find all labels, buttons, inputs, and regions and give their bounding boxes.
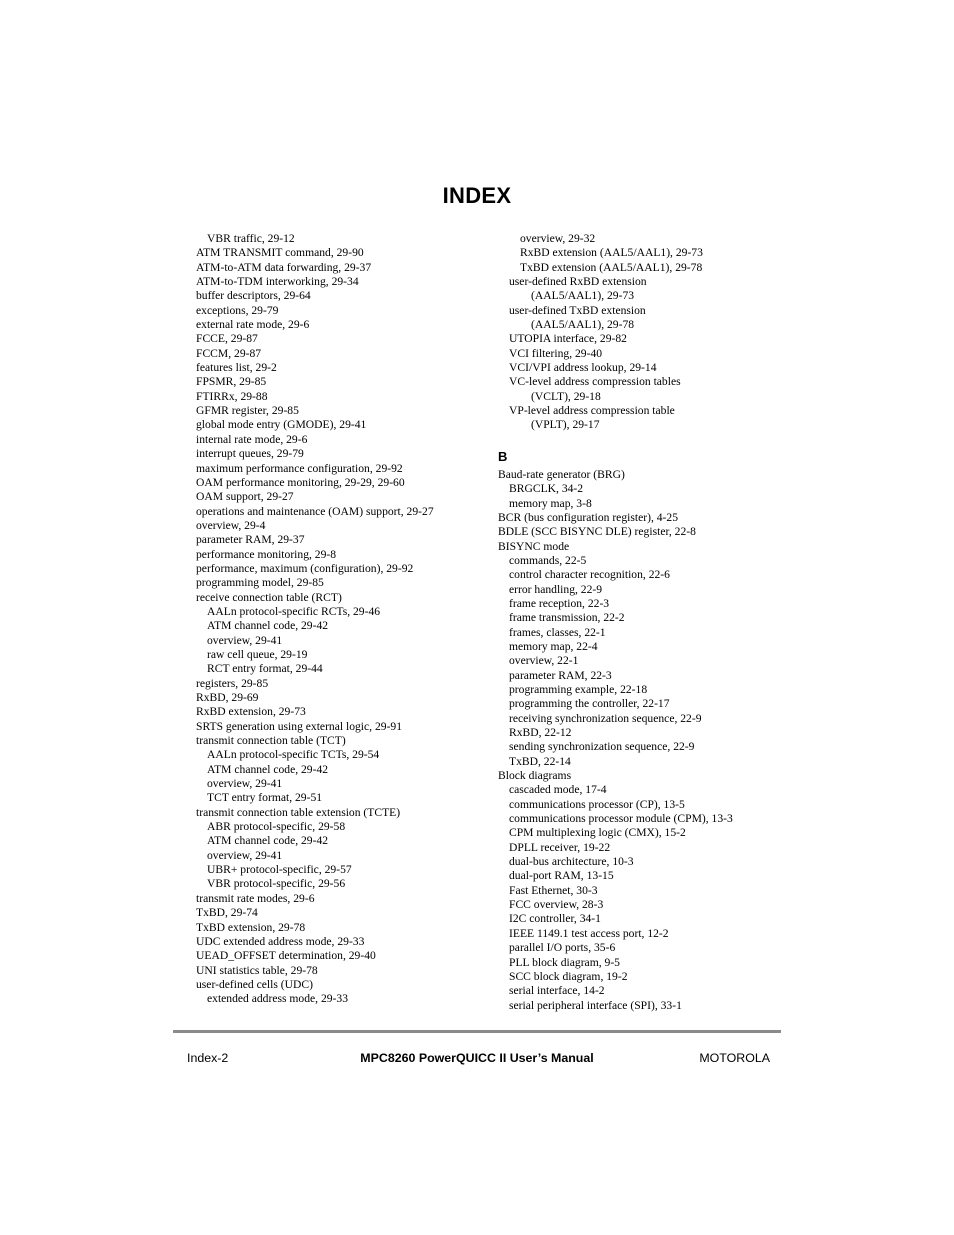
index-entry: ATM channel code, 29-42 [207, 762, 329, 776]
index-entry: RxBD, 22-12 [509, 726, 572, 739]
index-entry: user-defined RxBD extension [509, 275, 647, 289]
index-entry: CPM multiplexing logic (CMX), 15-2 [509, 826, 686, 840]
index-entry: FCCE, 29-87 [196, 332, 258, 346]
index-entry: ATM channel code, 29-42 [207, 619, 329, 633]
index-entry: overview, 29-41 [207, 848, 283, 862]
index-entry: BRGCLK, 34-2 [509, 482, 584, 496]
index-entry: programming the controller, 22-17 [509, 697, 670, 711]
index-entry: Baud-rate generator (BRG) [498, 467, 625, 481]
index-entry: raw cell queue, 29-19 [207, 647, 308, 661]
index-entry: user-defined TxBD extension [509, 303, 646, 317]
index-entry: VBR protocol-specific, 29-56 [207, 877, 346, 891]
index-entry: dual-port RAM, 13-15 [509, 869, 614, 883]
index-entry: extended address mode, 29-33 [207, 992, 349, 1006]
footer-rule [173, 1030, 781, 1033]
index-entry: overview, 22-1 [509, 654, 579, 668]
index-entry: FCCM, 29-87 [196, 346, 262, 360]
index-entry: communications processor (CP), 13-5 [509, 797, 685, 811]
section-letter: B [498, 448, 508, 464]
index-entry: receiving synchronization sequence, 22-9 [509, 711, 702, 725]
index-entry: FTIRRx, 29-88 [196, 389, 268, 403]
index-entry: TxBD, 29-74 [196, 906, 258, 920]
index-entry: registers, 29-85 [196, 676, 269, 690]
index-entry: features list, 29-2 [196, 361, 277, 375]
index-entry: GFMR register, 29-85 [196, 404, 299, 418]
index-entry: cascaded mode, 17-4 [509, 783, 607, 797]
index-entry: TxBD extension, 29-78 [196, 920, 306, 934]
index-entry: RxBD extension (AAL5/AAL1), 29-73 [520, 246, 703, 260]
index-entry: SCC block diagram, 19-2 [509, 969, 628, 983]
index-entry: frame transmission, 22-2 [509, 611, 625, 625]
index-entry: user-defined cells (UDC) [196, 977, 313, 991]
index-entry: Fast Ethernet, 30-3 [509, 883, 598, 897]
index-entry: PLL block diagram, 9-5 [509, 955, 620, 969]
index-entry: ATM channel code, 29-42 [207, 834, 329, 848]
index-column-right [498, 232, 788, 1013]
index-entry: serial peripheral interface (SPI), 33-1 [509, 998, 682, 1012]
index-entry: performance, maximum (configuration), 29-92 [196, 561, 414, 575]
index-entry: operations and maintenance (OAM) support, 29-27 [196, 504, 434, 518]
index-entry: communications processor module (CPM), 13-3 [509, 812, 733, 826]
index-entry: (AAL5/AAL1), 29-78 [531, 318, 635, 332]
index-entry: overview, 29-41 [207, 633, 283, 647]
index-entries-continued [498, 232, 788, 433]
index-entry: IEEE 1149.1 test access port, 12-2 [509, 926, 669, 940]
index-entry: UEAD_OFFSET determination, 29-40 [196, 949, 376, 963]
index-entry: ATM-to-ATM data forwarding, 29-37 [196, 260, 372, 274]
index-entry: ABR protocol-specific, 29-58 [207, 820, 346, 834]
index-entry: exceptions, 29-79 [196, 303, 279, 317]
index-entry: transmit connection table (TCT) [196, 734, 346, 748]
index-entry: buffer descriptors, 29-64 [196, 289, 311, 303]
index-entry: I2C controller, 34-1 [509, 912, 601, 926]
index-entry: VC-level address compression tables [509, 375, 681, 389]
index-column-left [196, 232, 486, 1007]
page-title: INDEX [442, 183, 512, 208]
index-entry: (VPLT), 29-17 [531, 418, 600, 432]
index-entry: RCT entry format, 29-44 [207, 662, 323, 676]
index-entry: performance monitoring, 29-8 [196, 547, 337, 561]
index-entry: Block diagrams [498, 769, 572, 783]
footer-company: MOTOROLA [699, 1051, 770, 1065]
index-entry: ATM-to-TDM interworking, 29-34 [196, 275, 359, 289]
index-entry: overview, 29-41 [207, 777, 283, 791]
index-entry: commands, 22-5 [509, 553, 587, 567]
index-entry: parallel I/O ports, 35-6 [509, 941, 616, 955]
index-entry: overview, 29-32 [520, 232, 596, 245]
index-entry: global mode entry (GMODE), 29-41 [196, 418, 367, 432]
index-entry: TxBD extension (AAL5/AAL1), 29-78 [520, 260, 703, 274]
index-entry: VP-level address compression table [509, 404, 675, 418]
index-entry: internal rate mode, 29-6 [196, 432, 308, 446]
footer-page-number: Index-2 [187, 1051, 229, 1065]
index-entry: UBR+ protocol-specific, 29-57 [207, 863, 352, 877]
index-entry: OAM support, 29-27 [196, 490, 294, 504]
index-entry: SRTS generation using external logic, 29-91 [196, 719, 403, 733]
index-entry: RxBD extension, 29-73 [196, 705, 306, 719]
index-entries-b [498, 468, 788, 1013]
index-entry: receive connection table (RCT) [196, 590, 342, 604]
index-entry: parameter RAM, 22-3 [509, 668, 612, 682]
index-entry: VBR traffic, 29-12 [207, 232, 295, 245]
index-entry: (VCLT), 29-18 [531, 389, 601, 403]
index-entry: memory map, 3-8 [509, 496, 592, 510]
index-entry: FPSMR, 29-85 [196, 375, 267, 389]
index-entry: maximum performance configuration, 29-92 [196, 461, 403, 475]
index-entry: error handling, 22-9 [509, 582, 603, 596]
index-entry: VCI/VPI address lookup, 29-14 [509, 361, 657, 375]
index-entry: TxBD, 22-14 [509, 754, 571, 768]
index-entry: parameter RAM, 29-37 [196, 533, 305, 547]
footer-manual-title: MPC8260 PowerQUICC II User’s Manual [360, 1051, 594, 1065]
index-entry: DPLL receiver, 19-22 [509, 840, 611, 854]
index-entry: AALn protocol-specific RCTs, 29-46 [207, 604, 381, 618]
index-entry: dual-bus architecture, 10-3 [509, 855, 634, 869]
index-entry: FCC overview, 28-3 [509, 898, 604, 912]
index-entry: UTOPIA interface, 29-82 [509, 332, 627, 346]
index-entry: BISYNC mode [498, 539, 570, 553]
index-entry: UDC extended address mode, 29-33 [196, 934, 365, 948]
index-entry: programming model, 29-85 [196, 576, 324, 590]
index-entry: serial interface, 14-2 [509, 984, 605, 998]
index-entry: frame reception, 22-3 [509, 596, 610, 610]
index-entry: (AAL5/AAL1), 29-73 [531, 289, 635, 303]
index-entry: overview, 29-4 [196, 518, 266, 532]
index-entry: RxBD, 29-69 [196, 691, 259, 704]
index-entry: control character recognition, 22-6 [509, 568, 670, 582]
index-entry: sending synchronization sequence, 22-9 [509, 740, 695, 754]
index-entry: ATM TRANSMIT command, 29-90 [196, 246, 364, 260]
index-entry: frames, classes, 22-1 [509, 625, 606, 639]
index-entry: OAM performance monitoring, 29-29, 29-60 [196, 475, 405, 489]
index-entry: programming example, 22-18 [509, 682, 648, 696]
index-entry: BCR (bus configuration register), 4-25 [498, 510, 678, 524]
index-entry: interrupt queues, 29-79 [196, 447, 304, 461]
index-entry: VCI filtering, 29-40 [509, 346, 603, 360]
index-entry: external rate mode, 29-6 [196, 318, 310, 332]
index-entry: AALn protocol-specific TCTs, 29-54 [207, 748, 380, 762]
index-entry: memory map, 22-4 [509, 639, 598, 653]
index-entry: UNI statistics table, 29-78 [196, 963, 318, 977]
index-entry: TCT entry format, 29-51 [207, 791, 323, 805]
index-entry: BDLE (SCC BISYNC DLE) register, 22-8 [498, 525, 696, 539]
index-entry: transmit connection table extension (TCTE) [196, 805, 401, 819]
index-entry: transmit rate modes, 29-6 [196, 891, 315, 905]
